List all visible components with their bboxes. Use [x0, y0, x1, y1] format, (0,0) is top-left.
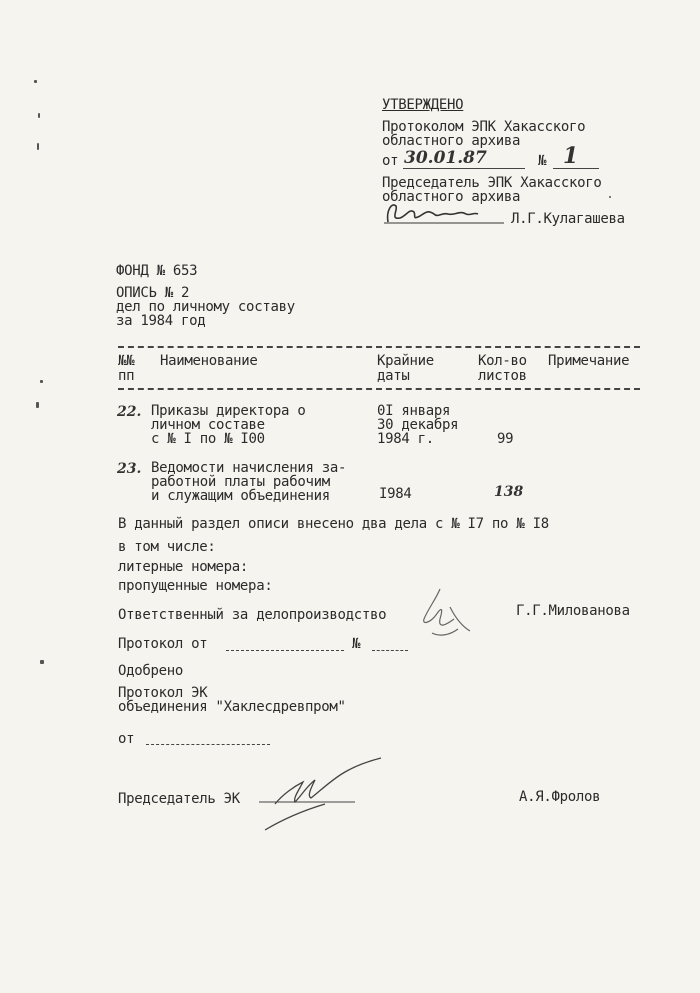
- table-top-rule: [118, 346, 640, 348]
- approval-date-value: 30.01.87: [404, 148, 487, 168]
- protocol-number-blank: [372, 650, 408, 651]
- responsible-label: Ответственный за делопроизводство: [118, 607, 387, 623]
- approval-number-underline: [553, 168, 599, 169]
- approval-heading: УТВЕРЖДЕНО: [382, 97, 464, 113]
- table-header-rule: [118, 388, 640, 390]
- approval-date-prefix: от: [382, 153, 399, 169]
- table-row-count: 138: [494, 484, 524, 500]
- table-row-name-line1: Ведомости начисления за-: [151, 460, 347, 476]
- margin-mark: [38, 113, 40, 118]
- col-num-line1: №№: [118, 353, 135, 369]
- table-row-dates-line1: I984: [379, 486, 412, 502]
- responsible-signature: [410, 585, 480, 645]
- approval-number-value: 1: [563, 143, 579, 169]
- protocol-number-sign: №: [352, 636, 361, 652]
- col-name: Наименование: [160, 353, 258, 369]
- table-row-dates-line3: 1984 г.: [377, 431, 434, 447]
- col-count-line2: листов: [478, 368, 527, 384]
- summary-entered: В данный раздел описи внесено два дела с № I7 по № I8: [118, 516, 549, 532]
- summary-letter-numbers: литерные номера:: [118, 559, 249, 575]
- margin-mark: [609, 196, 611, 198]
- margin-mark: [34, 80, 37, 83]
- col-dates-line1: Крайние: [377, 353, 434, 369]
- chairman-name: А.Я.Фролов: [519, 789, 601, 805]
- approval-chair-name: Л.Г.Кулагашева: [511, 211, 625, 227]
- table-row-name-line2: личном составе: [151, 417, 265, 433]
- approved-protocol-line2: объединения "Хаклесдревпром": [118, 699, 346, 715]
- fond-number: ФОНД № 653: [116, 263, 198, 279]
- approval-signature: [382, 198, 512, 228]
- summary-missing-numbers: пропущенные номера:: [118, 578, 273, 594]
- margin-mark: [37, 143, 39, 150]
- list-title-line1: дел по личному составу: [116, 299, 295, 315]
- approval-chair-line2: областного архива: [382, 189, 521, 205]
- approved-protocol-line1: Протокол ЭК: [118, 685, 208, 701]
- table-row-dates-line1: 0I января: [377, 403, 451, 419]
- approval-protocol-line2: областного архива: [382, 133, 521, 149]
- approved-label: Одобрено: [118, 663, 184, 679]
- table-row-name-line3: с № I по № I00: [151, 431, 265, 447]
- table-row-num: 23.: [117, 461, 142, 477]
- summary-including: в том числе:: [118, 539, 216, 555]
- approval-chair-line1: Председатель ЭПК Хакасского: [382, 175, 602, 191]
- col-count-line1: Кол-во: [478, 353, 527, 369]
- table-row-dates-line2: 30 декабря: [377, 417, 459, 433]
- list-title-line2: за 1984 год: [116, 313, 206, 329]
- opis-number: ОПИСЬ № 2: [116, 285, 190, 301]
- table-row-name-line1: Приказы директора о: [151, 403, 306, 419]
- table-row-name-line3: и служащим объединения: [151, 488, 330, 504]
- table-row-num: 22.: [117, 404, 142, 420]
- protocol-date-blank: [226, 650, 344, 651]
- table-row-name-line2: работной платы рабочим: [151, 474, 330, 490]
- margin-mark: [36, 402, 39, 408]
- margin-mark: [40, 380, 43, 383]
- table-row-count: 99: [497, 431, 514, 447]
- col-note: Примечание: [548, 353, 630, 369]
- col-dates-line2: даты: [377, 368, 410, 384]
- protocol-label: Протокол от: [118, 636, 208, 652]
- col-num-line2: пп: [118, 368, 135, 384]
- approval-date-underline: [403, 168, 525, 169]
- chairman-label: Председатель ЭК: [118, 791, 240, 807]
- approval-number-prefix: №: [538, 153, 547, 169]
- approved-date-prefix: от: [118, 731, 135, 747]
- approval-protocol-line1: Протоколом ЭПК Хакасского: [382, 119, 586, 135]
- margin-mark: [40, 660, 44, 664]
- approved-date-blank: [146, 744, 270, 745]
- chairman-signature: [255, 758, 395, 838]
- responsible-name: Г.Г.Милованова: [516, 603, 630, 619]
